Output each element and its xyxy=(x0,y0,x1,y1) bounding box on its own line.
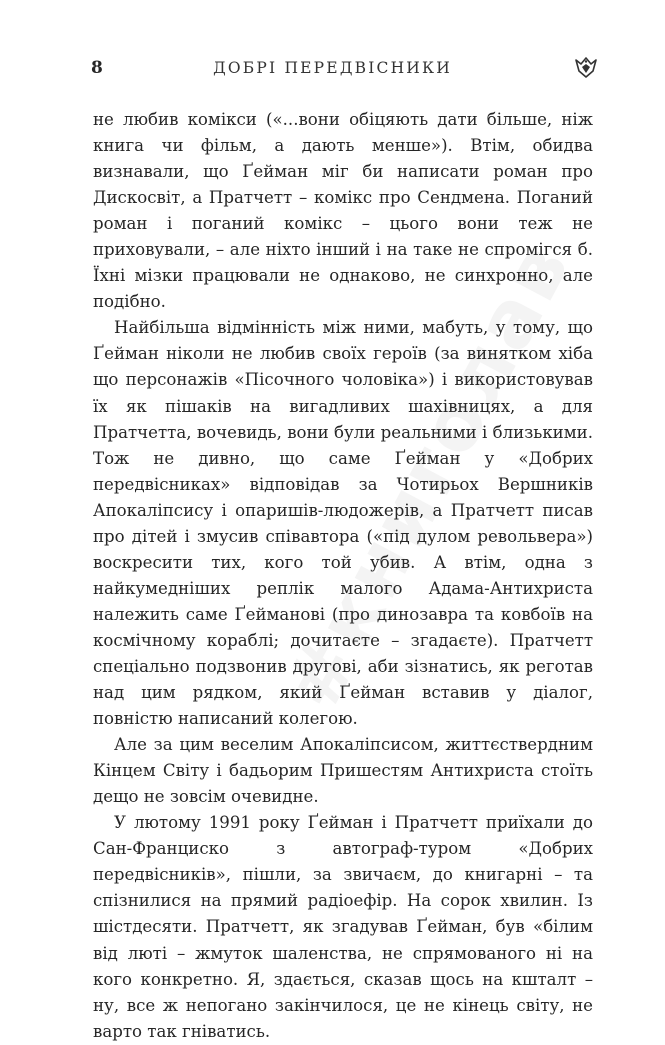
running-title: ДОБРІ ПЕРЕДВІСНИКИ xyxy=(213,59,452,77)
paragraph: Але за цим веселим Апокаліпсисом, життєствердним Кінцем Світу і бадьорим Пришестям Антихриста стоїть дещо не зовсім очевидне. xyxy=(93,735,593,807)
paragraph: У лютому 1991 року Ґейман і Пратчетт приїхали до Сан-Франциско з автограф-туром «Добрих передвісників», пішли, за звичаєм, до книгарні – та спізнилися на прямий радіоефір. На сорок хвилин. Із шістдесяти. Пратчетт, як згадував Ґейман, був «білим від люті – жмуток шаленства, не спрямованого ні на кого конкретно. Я, здається, сказав щось на кшталт – ну, все ж непогано закінчилося, це не кінець світу, не варто так гніватись. xyxy=(93,813,593,1041)
publisher-emblem-icon xyxy=(574,55,598,79)
paragraph: Найбільша відмінність між ними, мабуть, у тому, що Ґейман ніколи не любив своїх героїв (за винятком хіба що персонажів «Пісочного чоловіка») і використовував їх як пішаків на вигадливих шахівницях, а для Пратчетта, вочевидь, вони були реальними і близькими. Тож не дивно, що саме Ґейман у «Добрих передвісниках» відповідав за Чотирьох Вершників Апокаліпсису і опаришів-людожерів, а Пратчетт писав про дітей і змусив співавтора («під дулом револьвера») воскресити тих, кого той убив. А втім, одна з найкумедніших реплік малого Адама-Антихриста належить саме Ґейманові (про динозавра та ковбоїв на космічному кораблі; дочитаєте – згадаєте). Пратчетт спеціально подзвонив другові, аби зізнатись, як реготав над цим рядком, який Ґейман вставив у діалог, повністю написаний колегою. xyxy=(93,318,593,729)
body-text xyxy=(93,107,593,1045)
paragraph: не любив комікси («...вони обіцяють дати більше, ніж книга чи фільм, а дають менше»). Втім, обидва визнавали, що Ґейман міг би написати роман про Дискосвіт, а Пратчетт – комікс про Сендмена. Поганий роман і поганий комікс – цього вони теж не приховували, – але ніхто інший і на таке не спромігся б. Їхні мізки працювали не однаково, не синхронно, але подібно. xyxy=(93,110,593,312)
page-header xyxy=(0,52,665,82)
page-number: 8 xyxy=(91,58,104,78)
